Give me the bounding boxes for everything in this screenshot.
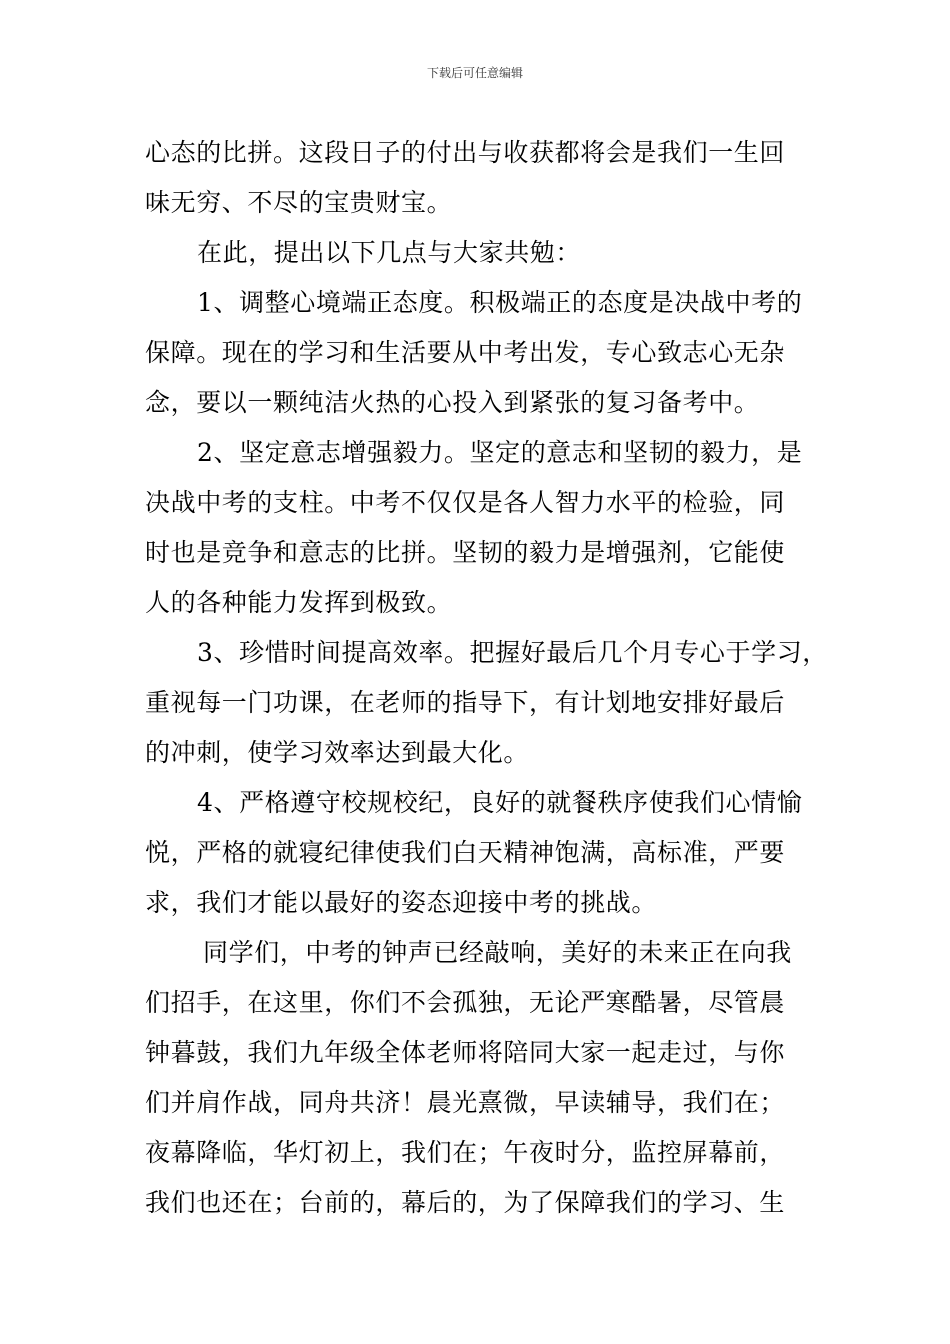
text-line: 们招手，在这里，你们不会孤独，无论严寒酷暑，尽管晨	[145, 988, 786, 1017]
text-line: 夜幕降临，华灯初上，我们在；午夜时分，监控屏幕前，	[145, 1138, 786, 1167]
paragraph-start: 同学们，中考的钟声已经敲响，美好的未来正在向我	[203, 938, 792, 967]
text-line: 悦，严格的就寝纪律使我们白天精神饱满，高标准，严要	[145, 838, 786, 867]
text-line: 重视每一门功课，在老师的指导下，有计划地安排好最后	[145, 688, 786, 717]
text-line: 求，我们才能以最好的姿态迎接中考的挑战。	[145, 888, 658, 917]
text-line: 人的各种能力发挥到极致。	[145, 588, 453, 617]
text-line: 念，要以一颗纯洁火热的心投入到紧张的复习备考中。	[145, 388, 760, 417]
paragraph-start: 1、调整心境端正态度。积极端正的态度是决战中考的	[197, 288, 803, 317]
text-line: 决战中考的支柱。中考不仅仅是各人智力水平的检验，同	[145, 488, 786, 517]
text-line: 味无穷、不尽的宝贵财宝。	[145, 188, 453, 217]
text-line: 我们也还在；台前的，幕后的，为了保障我们的学习、生	[145, 1188, 786, 1217]
paragraph-start: 4、严格遵守校规校纪，良好的就餐秩序使我们心情愉	[197, 788, 803, 817]
paragraph-start: 在此，提出以下几点与大家共勉：	[197, 238, 582, 267]
paragraph-start: 2、坚定意志增强毅力。坚定的意志和坚韧的毅力，是	[197, 438, 803, 467]
text-line: 们并肩作战，同舟共济！晨光熹微，早读辅导，我们在；	[145, 1088, 786, 1117]
document-body	[145, 128, 828, 1228]
text-line: 的冲刺，使学习效率达到最大化。	[145, 738, 530, 767]
text-line: 心态的比拼。这段日子的付出与收获都将会是我们一生回	[145, 138, 786, 167]
page-header: 下载后可任意编辑	[426, 66, 523, 80]
text-line: 时也是竞争和意志的比拼。坚韧的毅力是增强剂，它能使	[145, 538, 786, 567]
text-line: 保障。现在的学习和生活要从中考出发，专心致志心无杂	[145, 338, 786, 367]
text-line: 钟暮鼓，我们九年级全体老师将陪同大家一起走过，与你	[145, 1038, 786, 1067]
paragraph-start: 3、珍惜时间提高效率。把握好最后几个月专心于学习，	[197, 638, 828, 667]
